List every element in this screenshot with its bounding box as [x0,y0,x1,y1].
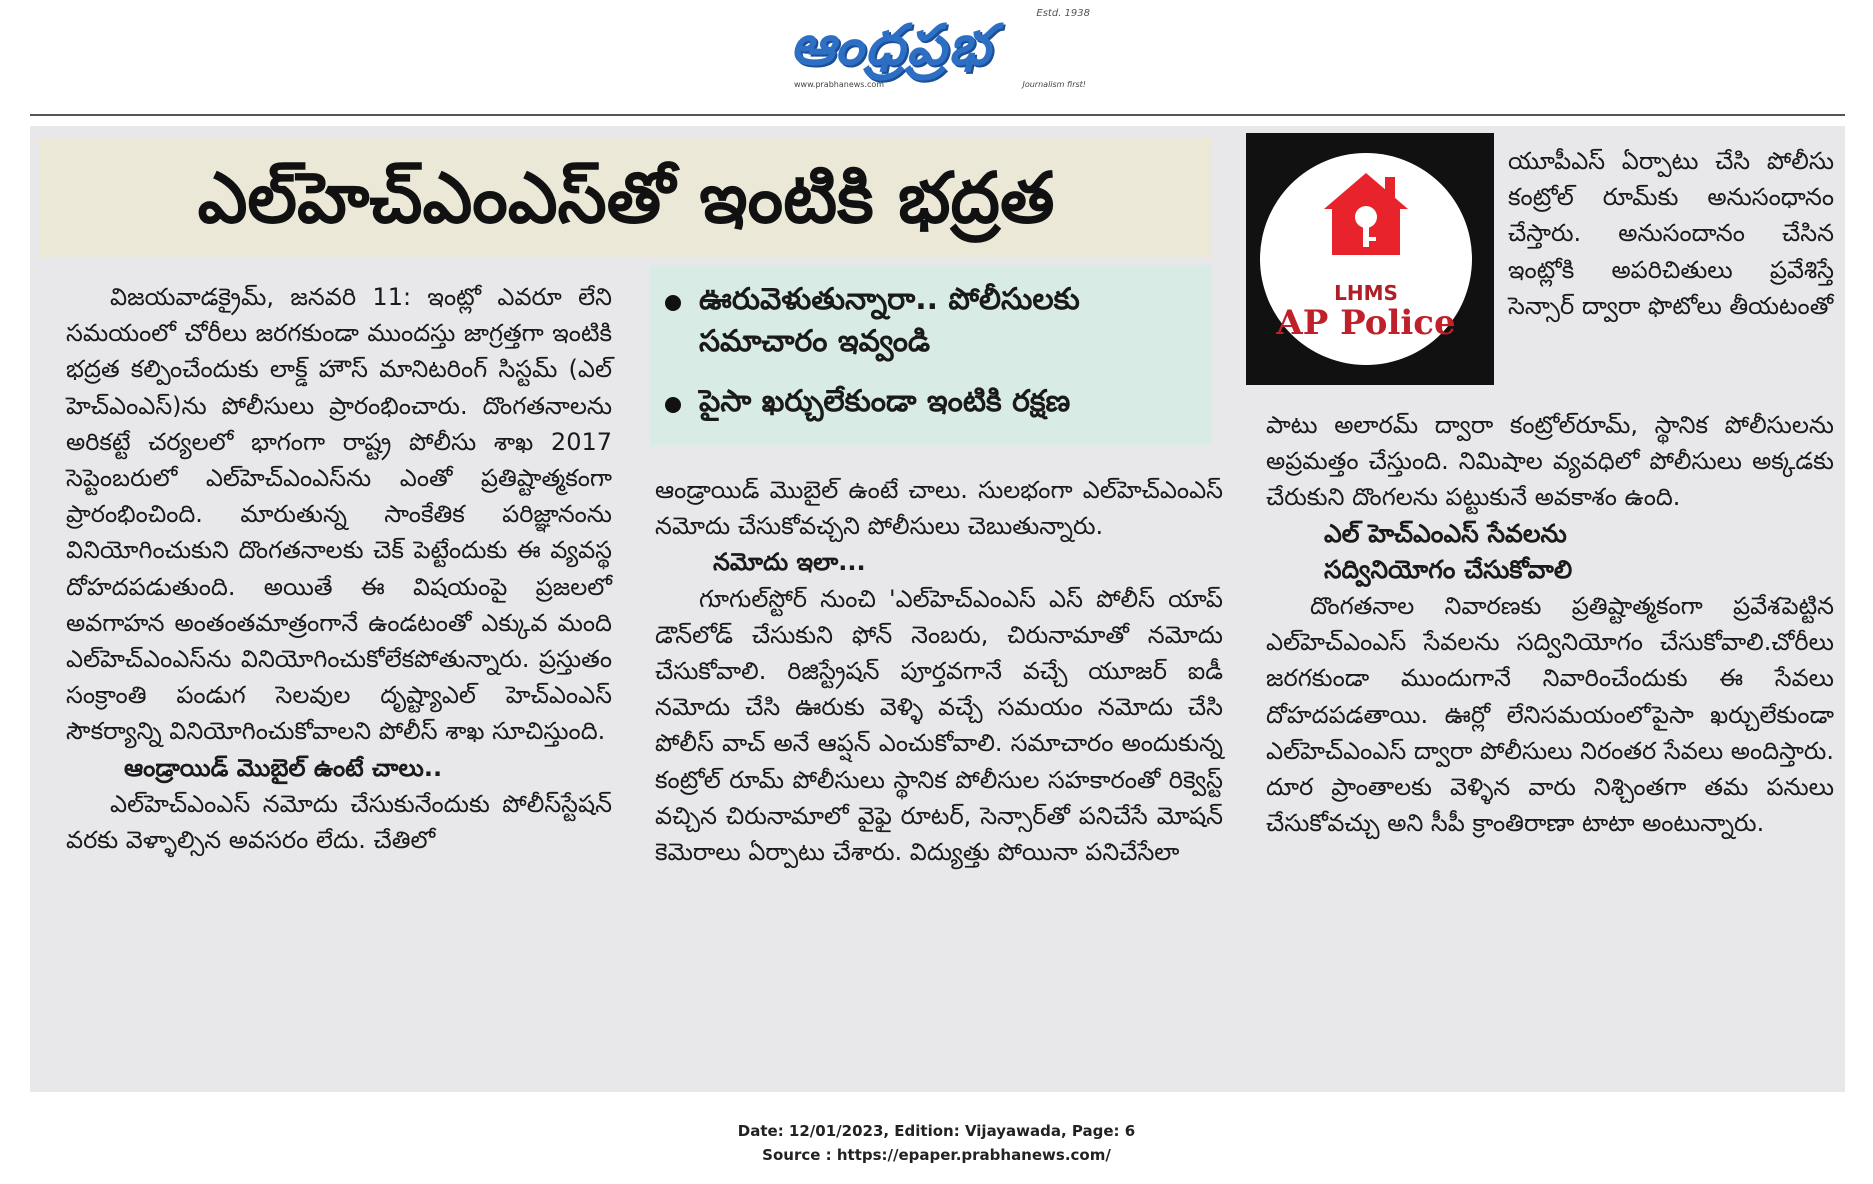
paragraph: విజయవాడక్రైమ్, జనవరి 11: ఇంట్లో ఎవరూ లేని సమయంలో చోరీలు జరగకుండా ముందస్తు జాగ్రత్తగా ఇంటికి భద్రత కల్పించేందుకు లాక్డ్ హౌస్ మానిటరింగ్ సిస్టమ్ (ఎల్ హెచ్ఎంఎస్)ను పోలీసులు ప్రారంభించారు. దొంగతనాలను అరికట్టే చర్యలలో భాగంగా రాష్ట్ర పోలీసు శాఖ 2017 సెప్టెంబరులో ఎల్‌హెచ్‌ఎంఎస్‌ను ఎంతో ప్రతిష్టాత్మకంగా ప్రారంభించింది. మారుతున్న సాంకేతిక పరిజ్ఞానంను వినియోగించుకుని దొంగతనాలకు చెక్ పెట్టేందుకు ఈ వ్యవస్థ దోహదపడుతుంది. అయితే ఈ విషయంపై ప్రజలలో అవగాహన అంతంతమాత్రంగానే ఉండటంతో ఎక్కువ మంది ఎల్‌హెచ్‌ఎంఎస్‌ను వినియోగించుకోలేకపోతున్నారు. ప్రస్తుతం సంక్రాంతి పండుగ సెలవుల దృష్ట్యాఎల్ హెచ్ఎంఎస్ సౌకర్యాన్ని వినియోగించుకోవాలని పోలీస్ శాఖ సూచిస్తుంది. [66,283,612,746]
subheadline-box [650,265,1212,445]
subheadline-item [665,381,1189,423]
subheadline-text: ఊరువెళుతున్నారా.. పోలీసులకు సమాచారం ఇవ్వండి [699,282,1080,359]
footer-source-line: Source : https://epaper.prabhanews.com/ [762,1146,1111,1164]
bullet-icon [665,397,681,413]
lhms-logo-circle [1260,153,1472,365]
masthead-url: www.prabhanews.com [794,80,885,89]
ap-police-label: AP Police [1276,303,1456,343]
headline-box [40,138,1212,258]
masthead-divider [30,114,1845,116]
masthead-tagline: Journalism first! [1022,80,1086,89]
paragraph: ఎల్‌హెచ్‌ఎంఎస్ నమోదు చేసుకునేందుకు పోలీస్‌స్టేషన్ వరకు వెళ్ళాల్సిన అవసరం లేదు. చేతిలో [66,789,612,855]
article-column-3 [1266,407,1834,841]
footer-date-line: Date: 12/01/2023, Edition: Vijayawada, Page: 6 [737,1122,1136,1140]
subheadline-item [665,279,1189,363]
masthead [780,8,1100,94]
article-column-3-top [1508,143,1834,324]
paragraph: యూపీఎస్ ఏర్పాటు చేసి పోలీసు కంట్రోల్ రూమ్‌కు అనుసంధానం చేస్తారు. అనుసందానం చేసిన ఇంట్లోకి అపరిచితులు ప్రవేశిస్తే సెన్సార్ ద్వారా ఫొటోలు తీయటంతో [1508,147,1834,320]
paragraph: పాటు అలారమ్ ద్వారా కంట్రోల్‌రూమ్, స్థానిక పోలీసులను అప్రమత్తం చేస్తుంది. నిమిషాల వ్యవధిలో పోలీసులు అక్కడకు చేరుకుని దొంగలను పట్టుకునే అవకాశం ఉంది. [1266,411,1834,512]
newspaper-logo: ఆంధ్రప్రభ [790,12,993,78]
lhms-label: LHMS [1334,281,1398,305]
article-column-2 [655,472,1223,870]
section-subheading: ఆండ్రాయిడ్ మొబైల్ ఉంటే చాలు.. [124,753,443,782]
house-key-icon [1260,153,1472,283]
lhms-logo-box [1246,133,1494,385]
paragraph: గూగుల్‌స్టోర్ నుంచి 'ఎల్‌హెచ్‌ఎంఎస్ ఎస్ పోలీస్ యాప్ డౌన్‌లోడ్ చేసుకుని ఫోన్ నెంబరు, చిరునామాతో నమోదు చేసుకోవాలి. రిజిస్ట్రేషన్ పూర్తవగానే వచ్చే యూజర్ ఐడీ నమోదు చేసి ఊరుకు వెళ్ళి వచ్చే సమయం నమోదు చేసి పోలీస్ వాచ్ అనే ఆప్షన్ ఎంచుకోవాలి. సమాచారం అందుకున్న కంట్రోల్ రూమ్ పోలీసులు స్థానిక పోలీసుల సహకారంతో రిక్వెస్ట్ వచ్చిన చిరునామాలో వైఫై రూటర్, సెన్సార్‌తో పనిచేసే మోషన్ కెమెరాలు ఏర్పాటు చేశారు. విద్యుత్తు పోయినా పనిచేసేలా [655,584,1223,867]
section-subheading: సద్వినియోగం చేసుకోవాలి [1324,554,1573,584]
headline: ఎల్‌హెచ్‌ఎంఎస్‌తో ఇంటికి భద్రత [197,157,1055,239]
paragraph: దొంగతనాల నివారణకు ప్రతిష్టాత్మకంగా ప్రవేశపెట్టిన ఎల్‌హెచ్‌ఎంఎస్ సేవలను సద్వినియోగం చేసుకోవాలి.చోరీలు జరగకుండా ముందుగానే నివారించేందుకు ఈ సేవలు దోహదపడతాయి. ఊర్లో లేనిసమయంలోపైసా ఖర్చులేకుండా ఎల్‌హెచ్‌ఎంఎస్ ద్వారా పోలీసులు నిరంతర సేవలు అందిస్తారు. దూర ప్రాంతాలకు వెళ్ళిన వారు నిశ్చింతగా తమ పనులు చేసుకోవచ్చు అని సీపీ క్రాంతిరాణా టాటా అంటున్నారు. [1266,592,1834,838]
section-subheading: ఎల్ హెచ్ఎంఎస్ సేవలను [1324,518,1567,548]
bullet-icon [665,295,681,311]
estd-label: Estd. 1938 [1036,8,1090,19]
paragraph: ఆండ్రాయిడ్ మొబైల్ ఉంటే చాలు. సులభంగా ఎల్‌హెచ్‌ఎంఎస్ నమోదు చేసుకోవచ్చని పోలీసులు చెబుతున్నారు. [655,476,1223,541]
section-subheading: నమోదు ఇలా... [713,548,866,577]
subheadline-text: పైసా ఖర్చులేకుండా ఇంటికి రక్షణ [699,384,1071,419]
article-column-1 [66,279,612,858]
